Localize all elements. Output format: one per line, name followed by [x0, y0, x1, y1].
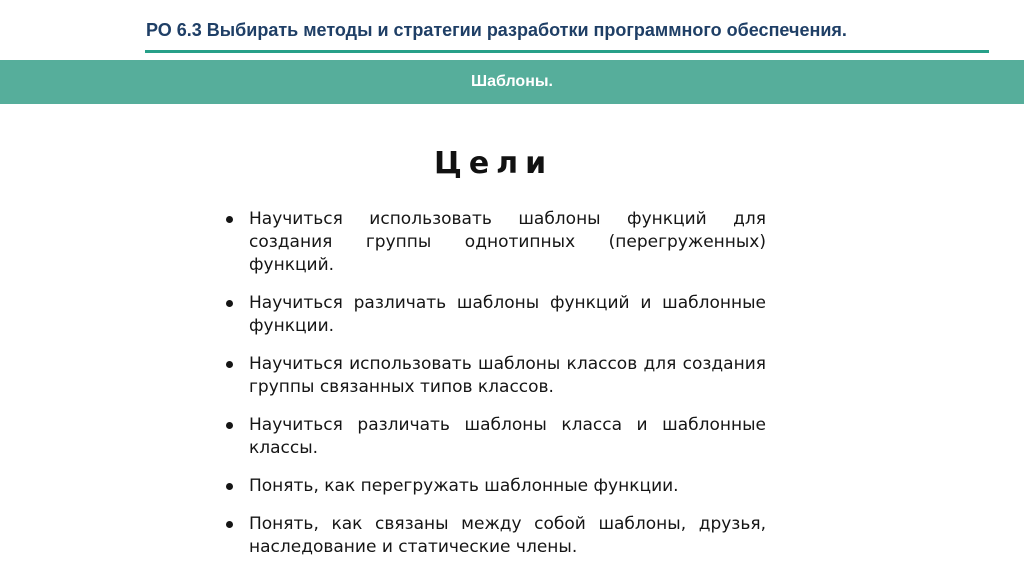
goal-item [226, 353, 766, 399]
goal-item-text: Научиться различать шаблоны класса и шаблонные классы. [249, 415, 766, 458]
goal-item-text: Понять, как связаны между собой шаблоны, друзья, наследование и статические члены. [249, 514, 766, 557]
bullet-dot-icon [226, 521, 233, 528]
section-banner-text: Шаблоны. [471, 73, 553, 90]
goal-item-text: Научиться использовать шаблоны функций для создания группы однотипных (перегруженных) функций. [249, 209, 766, 275]
header-divider [145, 50, 989, 53]
goal-item [226, 292, 766, 338]
slide-header-title: РО 6.3 Выбирать методы и стратегии разработки программного обеспечения. [146, 20, 847, 40]
bullet-dot-icon [226, 483, 233, 490]
bullet-dot-icon [226, 422, 233, 429]
goal-item-text: Понять, как перегружать шаблонные функции. [249, 476, 679, 496]
goal-item [226, 208, 766, 277]
bullet-dot-icon [226, 361, 233, 368]
goal-item [226, 414, 766, 460]
bullet-dot-icon [226, 300, 233, 307]
goal-item-text: Научиться различать шаблоны функций и шаблонные функции. [249, 293, 766, 336]
goals-list [226, 208, 766, 574]
goal-item [226, 475, 766, 498]
section-banner [0, 60, 1024, 104]
goals-heading: Цели [434, 146, 554, 181]
goal-item [226, 513, 766, 559]
goal-item-text: Научиться использовать шаблоны классов для создания группы связанных типов классов. [249, 354, 766, 397]
bullet-dot-icon [226, 216, 233, 223]
